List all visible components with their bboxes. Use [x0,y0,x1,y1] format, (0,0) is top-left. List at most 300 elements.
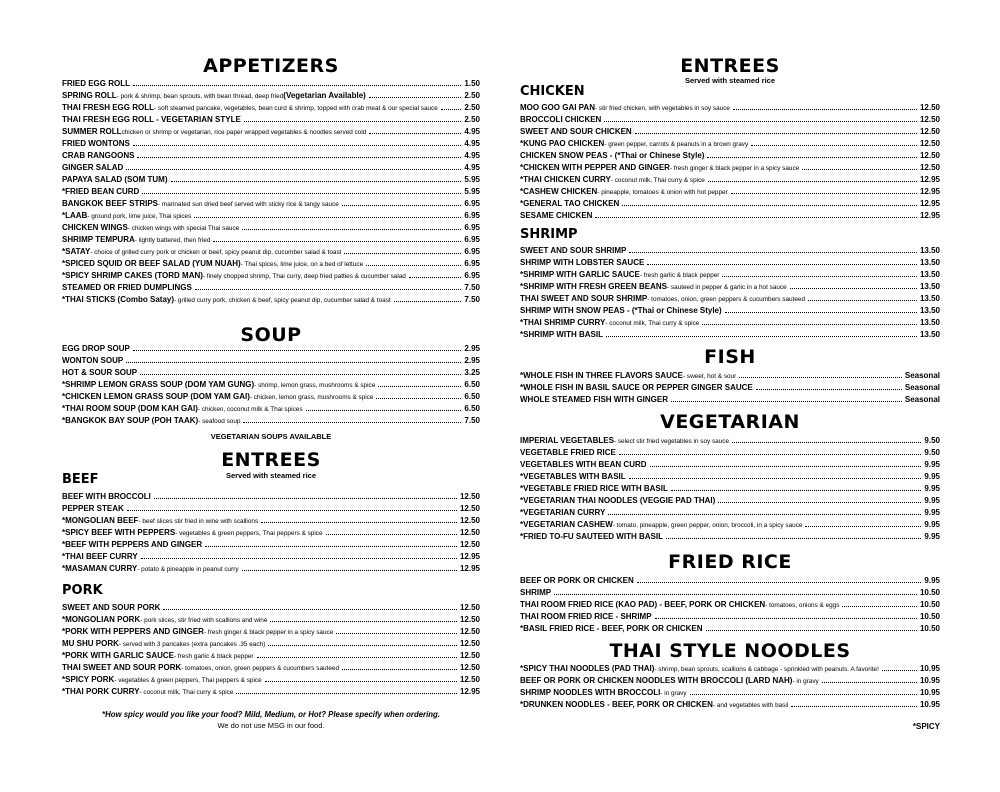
dot-leader [126,161,461,170]
menu-item [62,77,480,89]
item-name: *FRIED BEAN CURD [62,187,140,196]
item-name: BROCCOLI CHICKEN [520,115,602,124]
item-price: 2.50 [464,103,480,112]
item-name: *MONGOLIAN BEEF [62,516,139,525]
item-price: 9.95 [924,496,940,505]
item-description: - beef slices stir fried in wine with scallions [138,518,259,525]
dot-leader [133,77,461,86]
menu-item [520,125,940,137]
menu-item [520,304,940,316]
item-description: - green pepper, carrots & peanuts in a brown gravy [604,141,749,148]
item-price: 10.50 [919,600,940,609]
item-description: - grilled curry pork, chicken & beef, spicy peanut dip, cucumber salad & toast [174,297,391,304]
chicken-heading: CHICKEN [520,84,585,99]
item-name: *SPICY PORK [62,675,115,684]
item-name: GINGER SALAD [62,163,124,172]
item-description: - and vegetables with basil [712,702,789,709]
item-description: - ground pork, lime juice, Thai spices [87,213,192,220]
item-price: 9.95 [924,484,940,493]
item-price: 6.50 [464,380,480,389]
menu-item [62,161,480,173]
item-price: 9.95 [924,472,940,481]
menu-item [62,378,480,390]
dot-leader [378,378,461,387]
item-description: - chicken, lemon grass, mushrooms & spice [249,394,374,401]
dot-leader [790,280,917,289]
dot-leader [554,586,917,595]
dot-leader [171,173,462,182]
item-name: STEAMED OR FRIED DUMPLINGS [62,283,192,292]
item-name: *SHRIMP WITH BASIL [520,330,603,339]
item-price: Seasonal [904,383,940,392]
msg-note: We do not use MSG in our food. [217,721,325,730]
menu-item [520,506,940,518]
dot-leader [647,256,917,265]
menu-item [520,328,940,340]
dot-leader [739,369,902,378]
menu-item [62,197,480,209]
dot-leader [637,574,922,583]
dot-leader [635,125,917,134]
item-price: 2.50 [464,91,480,100]
menu-item [520,113,940,125]
item-price: 10.95 [919,664,940,673]
item-name: CRAB RANGOONS [62,151,135,160]
menu-item [62,414,480,426]
item-name: THAI ROOM FRIED RICE (KAO PAD) - BEEF, PORK OR CHICKEN [520,600,766,609]
dot-leader [236,685,456,694]
menu-item [520,369,940,381]
item-name: *THAI SHRIMP CURRY [520,318,606,327]
item-name: THAI ROOM FRIED RICE - SHRIMP [520,612,652,621]
noodles-heading: THAI STYLE NOODLES [609,640,851,662]
left-entrees-heading: ENTREES [221,449,321,471]
dot-leader [344,245,461,254]
menu-item [62,661,480,673]
dot-leader [802,161,917,170]
item-price: 12.50 [919,163,940,172]
item-name: BANGKOK BEEF STRIPS [62,199,159,208]
spicy-level-note: *How spicy would you like your food? Mild, Medium, or Hot? Please specify when ordering. [102,710,440,719]
item-name: CHICKEN WINGS [62,223,128,232]
item-name: SESAME CHICKEN [520,211,593,220]
item-price: 13.50 [919,282,940,291]
menu-item [520,434,940,446]
menu-item [62,281,480,293]
item-name: SHRIMP TEMPURA [62,235,135,244]
dot-leader [619,446,922,455]
item-name: *THAI ROOM SOUP (DOM KAH GAI) [62,404,198,413]
item-price: 6.95 [464,211,480,220]
item-name: SWEET AND SOUR PORK [62,603,161,612]
dot-leader [265,673,457,682]
item-price: 9.95 [924,520,940,529]
item-description: - tomatoes, onion, green peppers & cucumbers sauteed [647,296,805,303]
item-name: *VEGETABLE FRIED RICE WITH BASIL [520,484,668,493]
right-entrees-subtitle: Served with steamed rice [684,76,776,85]
dot-leader [882,662,917,671]
item-name: *SATAY [62,247,91,256]
item-description: - in gravy [660,690,687,697]
menu-item [520,137,940,149]
dot-leader [650,458,922,467]
menu-item [520,574,940,586]
dot-leader [756,381,902,390]
item-price: 12.50 [919,151,940,160]
item-name: *SPICY THAI NOODLES (PAD THAI) [520,664,655,673]
dot-leader [629,470,922,479]
item-price: 12.50 [459,492,480,501]
dot-leader [733,101,917,110]
dot-leader [822,674,917,683]
item-price: 9.50 [924,436,940,445]
dot-leader [722,268,917,277]
item-name: *BEEF WITH PEPPERS AND GINGER [62,540,203,549]
item-name: *GENERAL TAO CHICKEN [520,199,620,208]
dot-leader [141,550,457,559]
item-description: - soft steamed pancake, vegetables, bean curd & shrimp, topped with crab meat & our special sauce [154,105,438,112]
item-price: 6.50 [464,404,480,413]
dot-leader [133,342,462,351]
item-name: SHRIMP WITH LOBSTER SAUCE [520,258,645,267]
item-description: - Thai spices, lime juice, on a bed of lettuce [240,261,364,268]
shrimp-heading: SHRIMP [520,227,578,242]
menu-item [62,390,480,402]
item-name: SHRIMP WITH SNOW PEAS - (*Thai or Chinese Style) [520,306,722,315]
item-price: 10.95 [919,700,940,709]
item-price: 12.50 [459,663,480,672]
dot-leader [629,244,917,253]
item-name: *CHICKEN WITH PEPPER AND GINGER [520,163,670,172]
appetizers-list [62,77,480,305]
dot-leader [270,613,457,622]
item-name: PAPAYA SALAD (SOM TUM) [62,175,168,184]
menu-item [62,354,480,366]
dot-leader [137,149,461,158]
item-name: FRIED WONTONS [62,139,130,148]
item-price: 7.50 [464,283,480,292]
item-name: HOT & SOUR SOUP [62,368,138,377]
dot-leader [608,506,921,515]
item-price: 9.95 [924,576,940,585]
item-price: 2.95 [464,344,480,353]
left-entrees-subtitle: Served with steamed rice [225,471,317,480]
item-name: SUMMER ROLL [62,127,122,136]
item-name: CHICKEN SNOW PEAS - (*Thai or Chinese Style) [520,151,705,160]
menu-item [62,221,480,233]
item-price: 6.95 [464,199,480,208]
dot-leader [808,292,917,301]
menu-item [62,113,480,125]
item-price: 12.95 [919,175,940,184]
item-name: THAI SWEET AND SOUR PORK [62,663,182,672]
spicy-legend: *SPICY [912,722,940,731]
item-price: 13.50 [919,294,940,303]
item-name: SWEET AND SOUR SHRIMP [520,246,627,255]
item-price: 1.50 [464,79,480,88]
menu-item [520,209,940,221]
dot-leader [376,390,461,399]
item-price: 6.95 [464,259,480,268]
dot-leader [336,625,457,634]
menu-item [520,494,940,506]
dot-leader [732,434,921,443]
appetizers-heading: APPETIZERS [203,55,339,77]
item-price: Seasonal [904,395,940,404]
soup-heading: SOUP [240,324,302,346]
item-name: *VEGETABLES WITH BASIL [520,472,626,481]
item-price: 12.50 [919,103,940,112]
dot-leader [213,233,461,242]
shrimp-list [520,244,940,340]
menu-item [62,601,480,613]
item-description: - sauteed in pepper & garlic in a hot sauce [666,284,787,291]
menu-item [520,292,940,304]
pork-list [62,601,480,697]
item-description: - pork & shrimp, bean sprouts, with bean thread, deep fried [116,93,284,100]
item-description: - tomatoes, onions & eggs [765,602,840,609]
item-price: 12.95 [919,199,940,208]
item-description: - select stir fried vegetables in soy sauce [613,438,730,445]
menu-item [520,316,940,328]
item-description: - choice of grilled curry pork or chicken or beef, spicy peanut dip, cucumber salad & toast [90,249,342,256]
item-description: - seafood soup [198,418,241,425]
item-name: *SPICY SHRIMP CAKES (TORD MAN) [62,271,203,280]
item-name: FRIED EGG ROLL [62,79,130,88]
menu-item [520,622,940,634]
item-name: *THAI CHICKEN CURRY [520,175,611,184]
menu-item [520,393,940,405]
item-description: - coconut milk, Thai curry & spice [139,689,234,696]
item-price: 12.95 [919,211,940,220]
menu-item [62,673,480,685]
item-price: 2.95 [464,356,480,365]
menu-item [62,366,480,378]
menu-item [62,101,480,113]
item-name: IMPERIAL VEGETABLES [520,436,614,445]
dot-leader [666,530,921,539]
item-price: 13.50 [919,246,940,255]
item-price: 5.95 [464,175,480,184]
item-price: 12.50 [919,127,940,136]
item-name: *VEGETARIAN THAI NOODLES (VEGGIE PAD THAI) [520,496,716,505]
dot-leader [195,281,462,290]
item-price: 13.50 [919,318,940,327]
item-description: - pork slices, stir fried with scallions and wine [140,617,268,624]
dot-leader [366,257,461,266]
item-name: *SPICED SQUID OR BEEF SALAD (YUM NUAH) [62,259,241,268]
menu-item [62,269,480,281]
item-name: *VEGETARIAN CASHEW [520,520,613,529]
item-option: (Vegetarian Available) [283,91,366,100]
menu-item [62,562,480,574]
dot-leader [369,89,462,98]
menu-item [62,245,480,257]
dot-leader [671,393,902,402]
menu-item [62,233,480,245]
item-name: THAI FRESH EGG ROLL - VEGETARIAN STYLE [62,115,241,124]
item-name: *DRUNKEN NOODLES - BEEF, PORK OR CHICKEN [520,700,713,709]
item-description: - marinated sun dried beef served with sticky rice & tangy sauce [158,201,339,208]
menu-item [520,268,940,280]
item-name: PEPPER STEAK [62,504,124,513]
menu-item [62,89,480,101]
dot-leader [163,601,457,610]
item-description: - in gravy [792,678,819,685]
menu-item [520,470,940,482]
dot-leader [706,622,917,631]
pork-heading: PORK [62,583,103,598]
dot-leader [154,490,457,499]
dot-leader [142,185,461,194]
item-description: - coconut milk, Thai curry & spice [605,320,700,327]
item-name: BEEF OR PORK OR CHICKEN NOODLES WITH BROCCOLI (LARD NAH) [520,676,793,685]
dot-leader [394,293,462,302]
menu-item [520,698,940,710]
menu-item [520,482,940,494]
dot-leader [127,502,457,511]
menu-item [62,137,480,149]
item-name: *SHRIMP LEMON GRASS SOUP (DOM YAM GUNG) [62,380,255,389]
item-price: 12.95 [459,564,480,573]
item-name: SHRIMP NOODLES WITH BROCCOLI [520,688,661,697]
menu-item [520,446,940,458]
menu-item [62,490,480,502]
dot-leader [842,598,917,607]
item-price: 12.95 [919,187,940,196]
item-name: *THAI STICKS (Combo Satay) [62,295,175,304]
menu-item [62,514,480,526]
item-description: - fresh ginger & black pepper in a spicy sauce [203,629,334,636]
item-price: Seasonal [904,371,940,380]
item-price: 6.95 [464,223,480,232]
vegetarian-heading: VEGETARIAN [660,411,800,433]
item-name: SPRING ROLL [62,91,117,100]
fried-rice-heading: FRIED RICE [668,551,792,573]
item-price: 9.95 [924,508,940,517]
vegetarian-soups-note: VEGETARIAN SOUPS AVAILABLE [210,432,332,441]
menu-item [62,502,480,514]
dot-leader [725,304,917,313]
item-name: WONTON SOUP [62,356,124,365]
item-description: - chicken wings with special Thai sauce [127,225,240,232]
item-description: - vegetables & green peppers, Thai peppers & spice [114,677,262,684]
item-description: - sweet, hot & sour [682,373,737,380]
dot-leader [671,482,922,491]
item-name: *MONGOLIAN PORK [62,615,141,624]
item-price: 10.95 [919,688,940,697]
menu-item [62,209,480,221]
dot-leader [342,661,457,670]
dot-leader [369,125,461,134]
item-name: *MASAMAN CURRY [62,564,138,573]
item-price: 9.95 [924,460,940,469]
dot-leader [805,518,921,527]
dot-leader [244,113,462,122]
item-name: *THAI BEEF CURRY [62,552,138,561]
item-price: 5.95 [464,187,480,196]
dot-leader [655,610,917,619]
dot-leader [194,209,461,218]
item-name: VEGETABLES WITH BEAN CURD [520,460,647,469]
menu-item [520,161,940,173]
item-name: SWEET AND SOUR CHICKEN [520,127,632,136]
dot-leader [140,366,461,375]
menu-item [520,381,940,393]
item-name: WHOLE STEAMED FISH WITH GINGER [520,395,668,404]
dot-leader [342,197,462,206]
menu-item [62,526,480,538]
item-description: - tomato, pineapple, green pepper, onion, broccoli, in a spicy sauce [612,522,803,529]
dot-leader [126,354,461,363]
menu-item [62,149,480,161]
item-name: *BASIL FRIED RICE - BEEF, PORK OR CHICKEN [520,624,703,633]
item-price: 12.50 [919,139,940,148]
item-name: MOO GOO GAI PAN [520,103,595,112]
item-price: 4.95 [464,151,480,160]
menu-item [520,518,940,530]
menu-item [520,185,940,197]
menu-item [62,550,480,562]
item-price: 6.50 [464,392,480,401]
item-name: *BANGKOK BAY SOUP (POH TAAK) [62,416,199,425]
menu-item [62,625,480,637]
dot-leader [718,494,921,503]
dot-leader [409,269,462,278]
item-name: BEEF OR PORK OR CHICKEN [520,576,634,585]
item-price: 12.50 [459,675,480,684]
item-name: SHRIMP [520,588,552,597]
dot-leader [690,686,917,695]
item-name: *LAAB [62,211,88,220]
item-price: 12.50 [459,603,480,612]
item-price: 7.50 [464,416,480,425]
item-name: *PORK WITH GARLIC SAUCE [62,651,174,660]
item-description: - stir fried chicken, with vegetables in soy sauce [594,105,730,112]
dot-leader [441,101,462,110]
item-description: - lightly battered, then fried [134,237,211,244]
dot-leader [326,526,457,535]
item-name: *FRIED TO-FU SAUTEED WITH BASIL [520,532,663,541]
dot-leader [791,698,917,707]
beef-list [62,490,480,574]
item-price: 12.50 [459,540,480,549]
item-name: BEEF WITH BROCCOLI [62,492,151,501]
dot-leader [604,113,917,122]
item-price: 9.95 [924,532,940,541]
fish-heading: FISH [704,346,756,368]
item-name: *KUNG PAO CHICKEN [520,139,605,148]
item-price: 4.95 [464,127,480,136]
menu-item [62,538,480,550]
item-price: 10.50 [919,624,940,633]
dot-leader [707,149,917,158]
item-price: 12.50 [459,504,480,513]
item-price: 12.95 [459,687,480,696]
menu-item [520,598,940,610]
dot-leader [606,328,917,337]
item-price: 10.50 [919,588,940,597]
item-description: - coconut milk, Thai curry & spice [610,177,705,184]
dot-leader [595,209,917,218]
item-price: 2.50 [464,115,480,124]
dot-leader [622,197,917,206]
item-description: - fresh ginger & black pepper in a spicy sauce [669,165,800,172]
menu-item [62,685,480,697]
menu-item [62,185,480,197]
dot-leader [751,137,917,146]
item-name: THAI FRESH EGG ROLL [62,103,154,112]
